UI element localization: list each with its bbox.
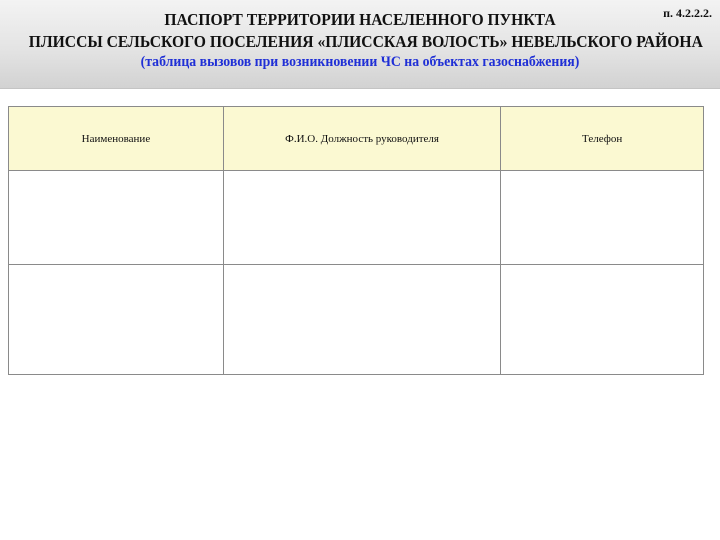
table-row: [9, 265, 704, 375]
title-line-1: ПАСПОРТ ТЕРРИТОРИИ НАСЕЛЕННОГО ПУНКТА: [164, 10, 556, 29]
table-cell: [9, 171, 224, 265]
column-header-phone: Телефон: [501, 107, 704, 171]
column-header-name: Наименование: [9, 107, 224, 171]
table-cell: [223, 171, 500, 265]
table-cell: [501, 171, 704, 265]
title-line-2: ПЛИССЫ СЕЛЬСКОГО ПОСЕЛЕНИЯ «ПЛИССКАЯ ВОЛОСТЬ» НЕВЕЛЬСКОГО РАЙОНА: [28, 32, 703, 51]
calls-table: [8, 106, 704, 375]
table-cell: [501, 265, 704, 375]
subtitle: (таблица вызовов при возникновении ЧС на объектах газоснабжения): [140, 54, 580, 70]
page-reference: п. 4.2.2.2.: [663, 6, 712, 20]
slide-header: [0, 0, 720, 89]
table-header-row: [9, 107, 704, 171]
table-row: [9, 171, 704, 265]
table-cell: [9, 265, 224, 375]
table-cell: [223, 265, 500, 375]
column-header-manager: Ф.И.О. Должность руководителя: [223, 107, 500, 171]
